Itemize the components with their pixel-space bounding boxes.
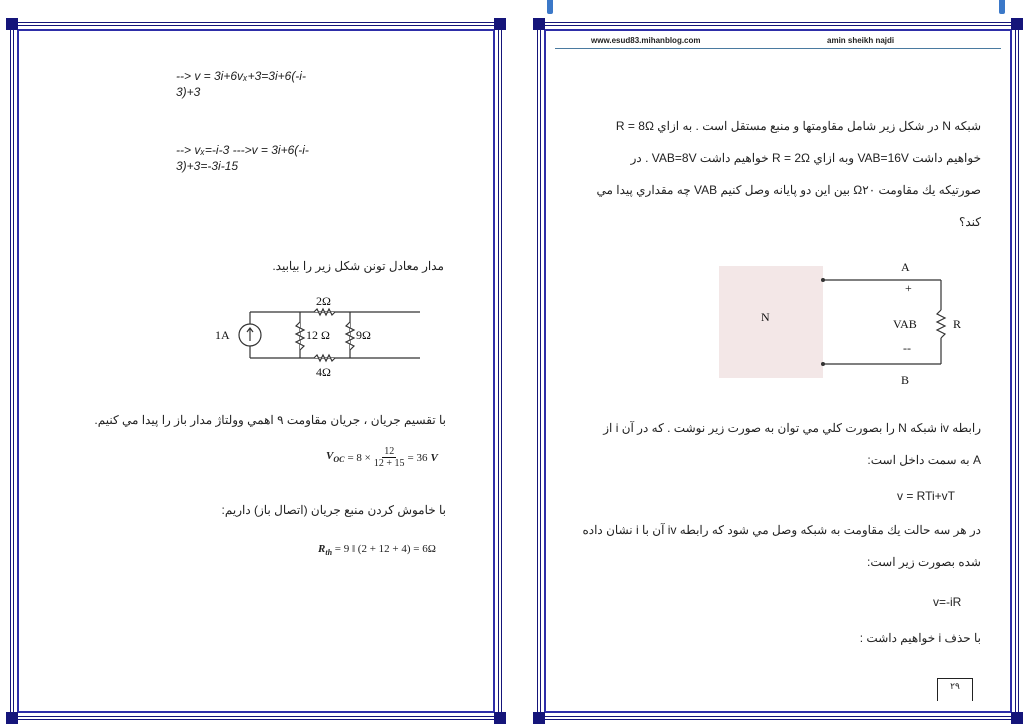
r-right-label: 9Ω	[356, 328, 371, 342]
border-corner	[533, 712, 545, 724]
minus-label: --	[903, 341, 911, 355]
fraction-denominator: 12 + 15	[373, 458, 405, 469]
header-author: amin sheikh najdi	[827, 36, 895, 45]
node-b-label: B	[901, 373, 910, 387]
formula-lhs: $V_{OC}$	[326, 450, 345, 465]
paragraph-line: خواهيم داشت VAB=16V وبه ازاي R = 2Ω خواهيم داشت VAB=8V . در	[630, 151, 981, 165]
paragraph-line: با حذف i خواهيم داشت :	[859, 631, 981, 645]
network-diagram	[711, 254, 981, 390]
left-page	[10, 22, 502, 720]
equation: v = RTi+vT	[897, 489, 956, 503]
header-website: www.esud83.mihanblog.com	[591, 36, 701, 45]
equation-line: --> vₓ=-i-3 --->v = 3i+6(-i-	[176, 143, 309, 157]
paragraph-line: A به سمت داخل است:	[867, 453, 981, 467]
paragraph-line: صورتيكه يك مقاومت Ω۲۰ بين اين دو پايانه وصل كنيم VAB چه مقداري پيدا مي	[596, 183, 981, 197]
page-number: ۲۹	[937, 678, 973, 701]
r-bottom-label: 4Ω	[316, 365, 331, 379]
terminal-dot	[821, 362, 825, 366]
plus-label: +	[905, 281, 912, 295]
border-corner	[494, 712, 506, 724]
problem-prompt: مدار معادل تونن شکل زیر را بیابید.	[272, 259, 444, 273]
r-mid-label: 12 Ω	[306, 328, 330, 342]
border-corner	[1011, 18, 1023, 30]
border-corner	[6, 712, 18, 724]
node-a-label: A	[901, 260, 910, 274]
formula-voc	[326, 446, 438, 469]
r-top-label: 2Ω	[316, 294, 331, 308]
paragraph: با خاموش كردن منبع جريان (اتصال باز) داريم:	[221, 503, 446, 517]
paragraph: با تقسیم جریان ، جریان مقاومت ۹ اهمي وولتاژ مدار باز را پیدا مي كنيم.	[94, 413, 446, 427]
right-page	[537, 22, 1019, 720]
equation-line: --> v = 3i+6vₓ+3=3i+6(-i-	[176, 69, 306, 83]
resistor-12-icon	[296, 322, 304, 350]
network-label: N	[761, 310, 770, 324]
circuit-diagram	[210, 292, 440, 382]
formula-rth	[318, 543, 436, 557]
header-divider	[555, 48, 1001, 49]
paragraph-line: شبكه N در شكل زير شامل مقاومتها و منبع مستقل است . به ازاي R = 8Ω	[615, 119, 981, 133]
paragraph-line: در هر سه حالت يك مقاومت به شبكه وصل مي شود كه رابطه iv آن با i نشان داده	[582, 523, 981, 537]
source-label: 1A	[215, 328, 230, 342]
formula-result: = 36	[407, 451, 428, 464]
equation: v=-iR	[933, 595, 962, 609]
border-corner	[494, 18, 506, 30]
page-marker-right	[999, 0, 1005, 14]
formula-lhs: $R_{th}$	[318, 543, 333, 558]
formula-mid: = 8 ×	[347, 451, 371, 464]
resistor-2-icon	[314, 309, 335, 315]
paragraph-line: شده بصورت زير است:	[867, 555, 981, 569]
resistor-4-icon	[314, 355, 335, 361]
border-corner	[6, 18, 18, 30]
equation-line: 3)+3	[176, 85, 201, 99]
paragraph-line: رابطه iv شبكه N را بصورت كلي مي توان به صورت زير نوشت . كه در آن i از	[603, 421, 981, 435]
formula-fraction	[374, 446, 405, 469]
vab-label: VAB	[893, 317, 917, 331]
formula-expr: = 9 ‖ (2 + 12 + 4) = 6Ω	[334, 543, 436, 555]
fraction-numerator: 12	[384, 446, 395, 457]
border-corner	[1011, 712, 1023, 724]
load-resistor-icon	[937, 310, 945, 338]
border-corner	[533, 18, 545, 30]
r-label: R	[953, 317, 962, 331]
equation-line: 3)+3=-3i-15	[176, 159, 239, 173]
paragraph-line: كند؟	[958, 215, 981, 229]
page-marker-left	[547, 0, 553, 14]
terminal-dot	[821, 278, 825, 282]
resistor-9-icon	[346, 322, 354, 350]
network-box	[719, 266, 823, 378]
formula-unit: V	[430, 451, 438, 464]
